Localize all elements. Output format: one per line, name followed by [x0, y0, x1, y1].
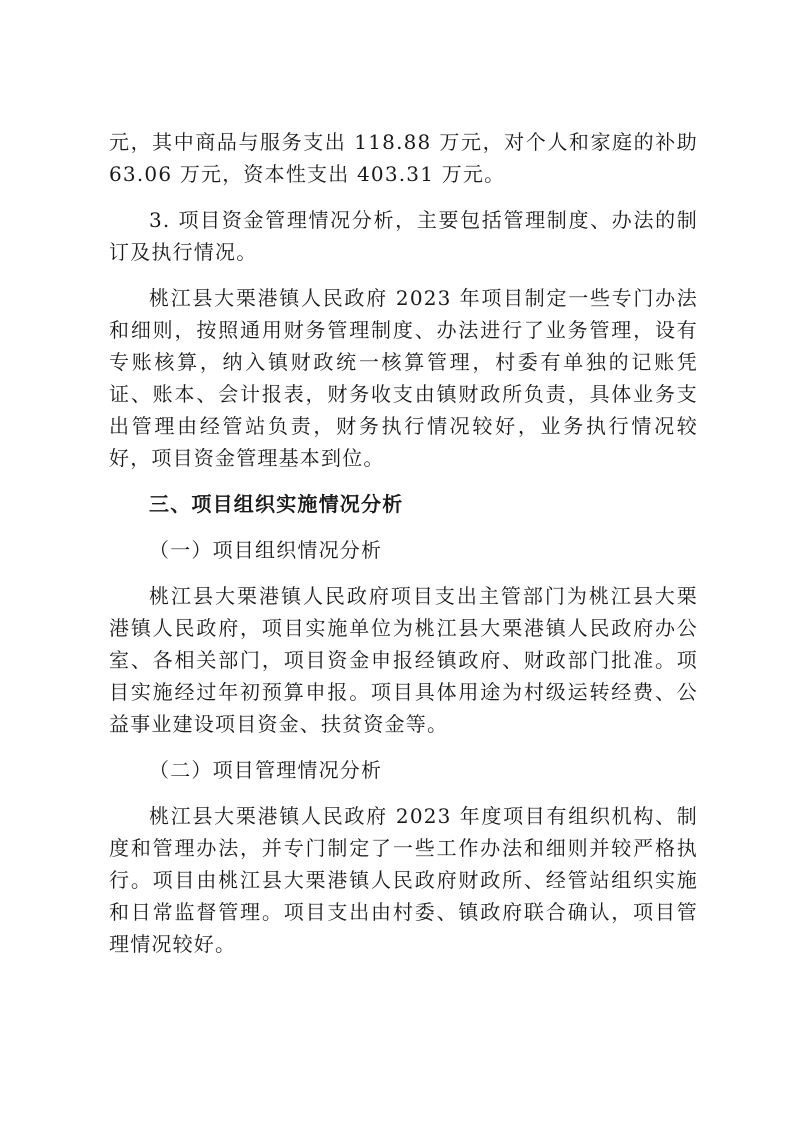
subsection-heading-organization: （一）项目组织情况分析 [149, 538, 383, 562]
section-heading-implementation: 三、项目组织实施情况分析 [149, 492, 404, 516]
paragraph-fund-management-title: 3. 项目资金管理情况分析，主要包括管理制度、办法的制订及执行情况。 [109, 208, 698, 264]
paragraph-management: 桃江县大栗港镇人民政府 2023 年度项目有组织机构、制度和管理办法，并专门制定了一些工作办法和细则并较严格执行。项目由桃江县大栗港镇人民政府财政所、经管站组织实施和日常监督管理。项目支出由村委、镇政府联合确认，项目管理情况较好。 [109, 804, 698, 956]
paragraph-expenditure-breakdown: 元，其中商品与服务支出 118.88 万元，对个人和家庭的补助 63.06 万元，资本性支出 403.31 万元。 [109, 130, 698, 186]
subsection-heading-management: （二）项目管理情况分析 [149, 758, 383, 782]
paragraph-fund-management: 桃江县大栗港镇人民政府 2023 年项目制定一些专门办法和细则，按照通用财务管理制度、办法进行了业务管理，设有专账核算，纳入镇财政统一核算管理，村委有单独的记账凭证、账本、会计报表，财务收支由镇财政所负责，具体业务支出管理由经管站负责，财务执行情况较好，业务执行情况较好，项目资金管理基本到位。 [109, 286, 698, 470]
paragraph-organization: 桃江县大栗港镇人民政府项目支出主管部门为桃江县大栗港镇人民政府，项目实施单位为桃江县大栗港镇人民政府办公室、各相关部门，项目资金申报经镇政府、财政部门批准。项目实施经过年初预算申报。项目具体用途为村级运转经费、公益事业建设项目资金、扶贫资金等。 [109, 584, 698, 736]
